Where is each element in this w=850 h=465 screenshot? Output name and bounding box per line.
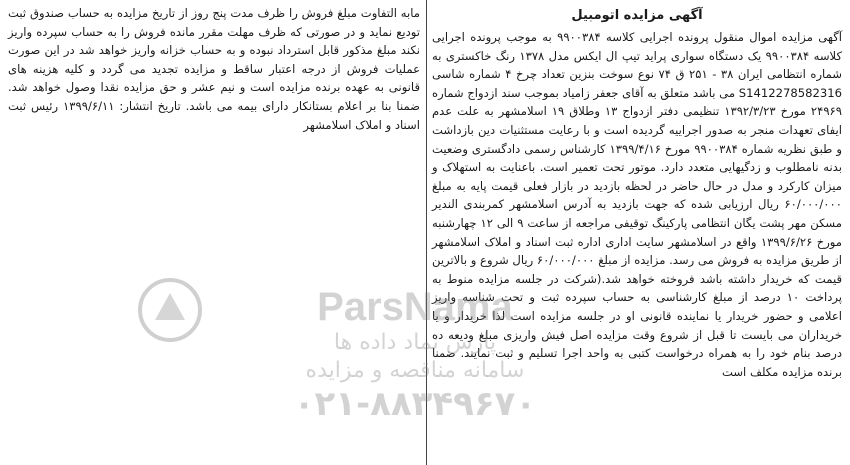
watermark-phone: ۰۲۱-۸۸۳۴۹۶۷۰	[293, 384, 537, 424]
notice-left-column	[8, 0, 420, 134]
watermark-brand: ParsNama	[317, 285, 513, 329]
notice-body-left: مابه التفاوت مبلغ فروش را ظرف مدت پنج روز از تاریخ مزایده به حساب صندوق ثبت تودیع نماید و در صورتی که ظرف مهلت مقرر مانده فروش را به حساب سپرده واریز نکند مبلغ مذکور قابل استرداد نبوده و به حساب خزانه واریز خواهد شد در این صورت عملیات فروش از درجه اعتبار ساقط و مزایده تجدید می گردد و کلیه هزینه های قانونی به عهده برنده مزایده است و نیم عشر و حق مزایده نقدا وصول خواهد شد. ضمنا بنا بر اعلام بستانکار دارای بیمه می باشد. تاریخ انتشار: ۱۳۹۹/۶/۱۱ رئیس ثبت اسناد و املاک اسلامشهر	[8, 6, 420, 132]
column-divider	[426, 0, 427, 465]
notice-title: آگهی مزایده اتومبیل	[571, 8, 703, 23]
notice-body-right: آگهی مزایده اموال منقول پرونده اجرایی کلاسه ۹۹۰۰۳۸۴ به موجب پرونده اجرایی کلاسه ۹۹۰۰۳۸۴ یک دستگاه سواری پراید تیپ ال ایکس مدل ۱۳۷۸ رنگ خاکستری به شماره انتظامی ایران ۳۸ - ۲۵۱ ق ۷۴ نوع سوخت بنزین تعداد چرخ ۴ شماره شاسی S1412278582316 می باشد متعلق به آقای جعفر زامیاد بموجب سند ازدواج شماره ۲۴۹۶۹ مورخ ۱۳۹۲/۳/۲۳ تنظیمی دفتر ازدواج ۱۳ وطلاق ۱۹ اسلامشهر به علت عدم ایفای تعهدات منجر به صدور اجراییه گردیده است و با رعایت مستثنیات دین بازداشت و طبق نظریه شماره ۹۹۰۰۳۸۴ مورخ ۱۳۹۹/۴/۱۶ کارشناس رسمی دادگستری وضعیت بدنه نامطلوب و زدگیهایی متعدد دارد. موتور تحت تعمیر است. باعنایت به استهلاک و میزان کارکرد و مدل در حال حاضر در لحظه بازدید در بازار فعلی قیمت پایه به مبلغ ۶۰/۰۰۰/۰۰۰ ریال ارزیابی شده که جهت بازدید به آدرس اسلامشهر کمربندی الندیر مسکن مهر پشت یگان انتظامی پارکینگ توقیفی مراجعه از ساعت ۹ الی ۱۲ چهارشنبه مورخ ۱۳۹۹/۶/۲۶ واقع در اسلامشهر سایت اداری اداره ثبت اسناد و املاک اسلامشهر از طریق مزایده به فروش می رسد. مزایده از مبلغ ۶۰/۰۰۰/۰۰۰ ریال شروع و بالاترین قیمت که خریدار داشته باشد فروخته خواهد شد.(شرکت در جلسه مزایده منوط به پرداخت ۱۰ درصد از مبلغ کارشناسی به حساب سپرده ثبت و تحت شناسه واریز اعلامی و حضور خریدار یا نماینده قانونی او در جلسه مزایده است لذا خریدار و یا خریداران می بایست تا قبل از شروع وقت مزایده اصل فیش واریزی مبلغ ودیعه ده درصد بنام خود را به همراه درخواست کتبی به واحد اجرا تسلیم و ثبت نمایند. ضمنا برنده مزایده مکلف است	[432, 30, 843, 379]
notice-right-column	[432, 0, 842, 381]
parsnama-logo-icon	[135, 275, 205, 345]
watermark-line2: سامانه مناقصه و مزایده	[305, 358, 525, 383]
watermark-line1: پارس نماد داده ها	[333, 330, 497, 355]
